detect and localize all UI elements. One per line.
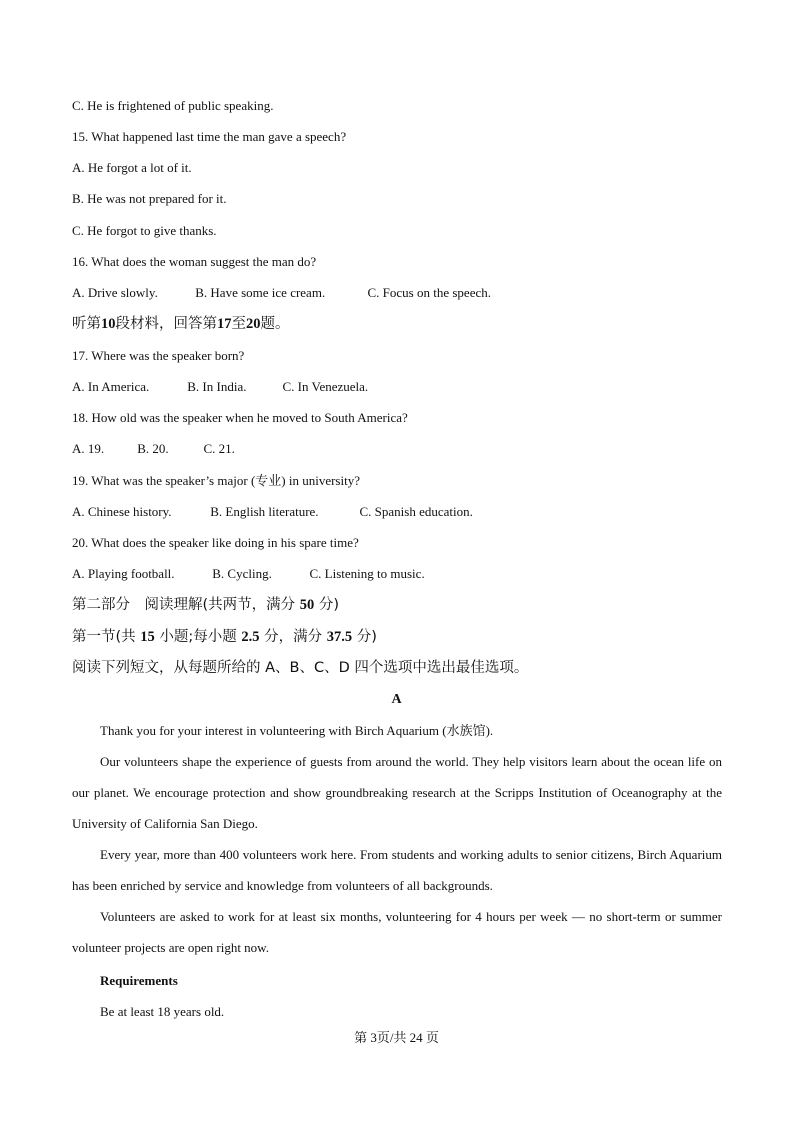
part-two-title-text: 第二部分 阅读理解(共两节，满分 <box>72 597 300 613</box>
section-10-number: 10 <box>101 316 116 332</box>
q15-question: 15. What happened last time the man gave a speech? <box>72 129 347 144</box>
q15-option-a: A. He forgot a lot of it. <box>72 160 192 175</box>
q16-question: 16. What does the woman suggest the man do? <box>72 254 317 269</box>
q19-options <box>72 504 473 520</box>
q19-option-c: C. Spanish education. <box>359 504 473 519</box>
section-10-text: 题。 <box>260 316 290 332</box>
q17-option-b: B. In India. <box>187 379 247 394</box>
q16-options <box>72 285 491 301</box>
passage-paragraph: Every year, more than 400 volunteers work here. From students and working adults to senior citizens, Birch Aquarium has been enriched by service and knowledge from volunteers of all backgrounds. <box>72 847 722 893</box>
requirement-item: Be at least 18 years old. <box>100 1004 225 1019</box>
section-one-per-item: 2.5 <box>241 629 260 645</box>
section-10-text: 段材料，回答第 <box>115 316 217 332</box>
part-two-title <box>72 597 339 613</box>
q15-option-b: B. He was not prepared for it. <box>72 191 227 206</box>
section-one-text: 第一节(共 <box>72 629 141 645</box>
q17-question: 17. Where was the speaker born? <box>72 348 245 363</box>
section-10-end: 20 <box>246 316 261 332</box>
q19-option-a: A. Chinese history. <box>72 504 172 519</box>
part-two-title-text: 分) <box>314 597 340 613</box>
q14-option-c: C. He is frightened of public speaking. <box>72 98 274 113</box>
q20-options <box>72 566 425 582</box>
q16-option-a: A. Drive slowly. <box>72 285 158 300</box>
q17-option-a: A. In America. <box>72 379 150 394</box>
q18-option-a: A. 19. <box>72 441 105 456</box>
section-10-text: 至 <box>231 316 246 332</box>
part-two-score: 50 <box>299 597 315 613</box>
page-footer: 第 3页/共 24 页 <box>354 1030 439 1045</box>
passage-body <box>72 715 722 963</box>
passage-paragraph: Our volunteers shape the experience of guests from around the world. They help visitors learn about the ocean life on our planet. We encourage protection and show groundbreaking research at the Scripps Institution of Oceanography at the University of California San Diego. <box>72 754 722 831</box>
section-10-heading <box>72 316 290 332</box>
section-one-text: 分) <box>352 629 377 645</box>
q18-question: 18. How old was the speaker when he moved to South America? <box>72 410 408 425</box>
q17-options <box>72 379 368 395</box>
q20-question: 20. What does the speaker like doing in his spare time? <box>72 535 359 550</box>
passage-paragraph: Thank you for your interest in volunteering with Birch Aquarium (水族馆). <box>100 723 494 738</box>
q15-option-c: C. He forgot to give thanks. <box>72 223 217 238</box>
q18-option-b: B. 20. <box>137 441 169 456</box>
passage-heading: A <box>391 692 402 707</box>
section-one-text: 小题;每小题 <box>154 629 242 645</box>
q18-options <box>72 441 235 457</box>
section-one-count: 15 <box>140 629 155 645</box>
requirements-title: Requirements <box>100 973 178 988</box>
q16-option-c: C. Focus on the speech. <box>367 285 491 300</box>
section-10-start: 17 <box>217 316 232 332</box>
section-10-text: 听第 <box>72 316 101 332</box>
q18-option-c: C. 21. <box>203 441 235 456</box>
q19-question: 19. What was the speaker’s major (专业) in university? <box>72 473 360 488</box>
q19-option-b: B. English literature. <box>210 504 319 519</box>
reading-instruction: 阅读下列短文，从每题所给的 A、B、C、D 四个选项中选出最佳选项。 <box>72 660 529 676</box>
q17-option-c: C. In Venezuela. <box>282 379 369 394</box>
section-one-title <box>72 629 377 645</box>
section-one-text: 分，满分 <box>259 629 327 645</box>
passage-paragraph: Volunteers are asked to work for at least six months, volunteering for 4 hours per week — no short-term or summer volunteer projects are open right now. <box>72 909 722 955</box>
section-one-total: 37.5 <box>326 629 353 645</box>
q20-option-a: A. Playing football. <box>72 566 175 581</box>
q20-option-c: C. Listening to music. <box>309 566 425 581</box>
q16-option-b: B. Have some ice cream. <box>195 285 326 300</box>
q20-option-b: B. Cycling. <box>212 566 272 581</box>
